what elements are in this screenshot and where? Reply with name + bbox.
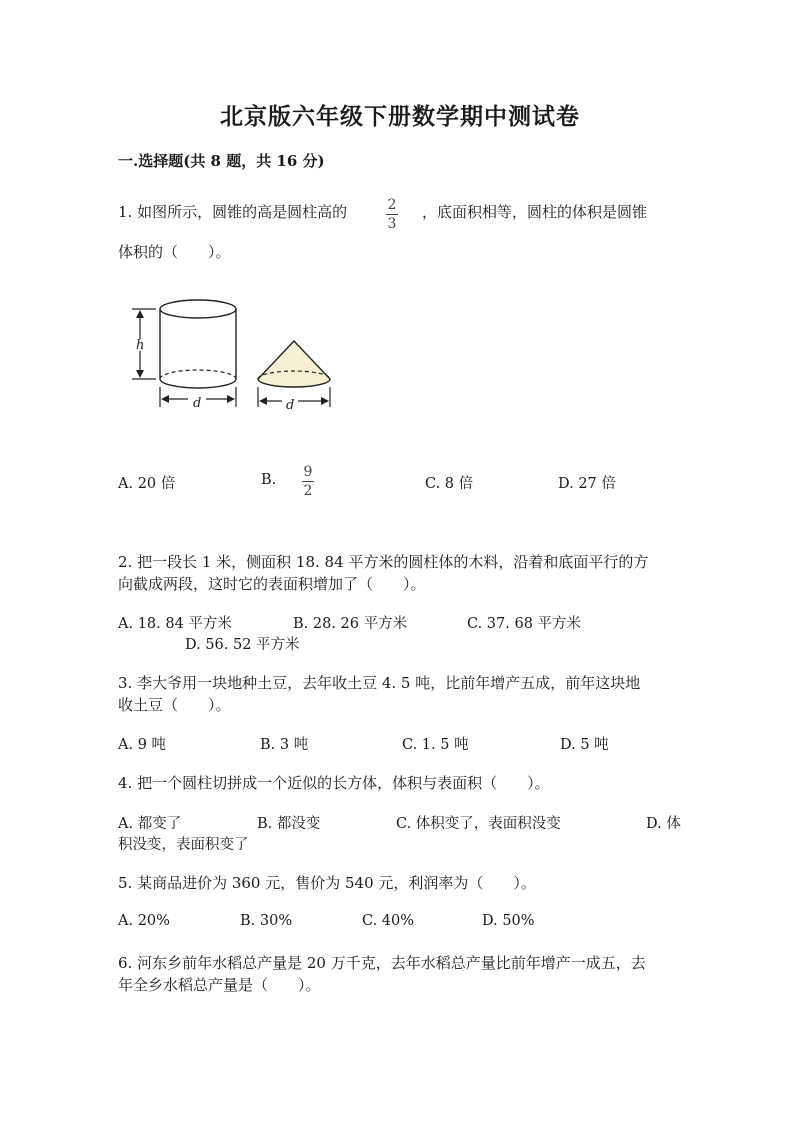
fraction-bar bbox=[386, 214, 398, 215]
option-d[interactable]: D. 体 bbox=[646, 816, 681, 832]
question-6-line1: 6. 河东乡前年水稻总产量是 20 万千克，去年水稻总产量比前年增产一成五，去 bbox=[118, 954, 646, 972]
option-d[interactable]: D. 27 倍 bbox=[558, 476, 616, 492]
option-b[interactable]: B. 都没变 bbox=[257, 816, 321, 832]
option-b[interactable]: B. 3 吨 bbox=[260, 737, 309, 753]
option-b[interactable]: B. 28. 26 平方米 bbox=[293, 616, 408, 632]
option-d[interactable]: D. 5 吨 bbox=[560, 737, 609, 753]
fraction-numerator: 2 bbox=[387, 197, 397, 213]
section-heading: 一.选择题(共 8 题，共 16 分) bbox=[118, 152, 325, 170]
option-c[interactable]: C. 40% bbox=[362, 913, 415, 929]
question-3-line1: 3. 李大爷用一块地种土豆，去年收土豆 4. 5 吨，比前年增产五成，前年这块地 bbox=[118, 674, 641, 692]
option-a[interactable]: A. 9 吨 bbox=[118, 737, 167, 753]
option-b[interactable]: B. 30% bbox=[240, 913, 293, 929]
option-a[interactable]: A. 18. 84 平方米 bbox=[118, 616, 232, 632]
option-a[interactable]: A. 20 倍 bbox=[118, 476, 176, 492]
option-c[interactable]: C. 1. 5 吨 bbox=[402, 737, 469, 753]
question-4-line1: 4. 把一个圆柱切拼成一个近似的长方体，体积与表面积（ ）。 bbox=[118, 774, 550, 792]
option-a[interactable]: A. 20% bbox=[118, 913, 170, 929]
page-title: 北京版六年级下册数学期中测试卷 bbox=[220, 103, 580, 130]
option-d[interactable]: D. 56. 52 平方米 bbox=[185, 637, 300, 653]
question-6-line2: 年全乡水稻总产量是（ ）。 bbox=[118, 976, 321, 994]
question-1-line2: 体积的（ ）。 bbox=[118, 243, 231, 261]
question-5-line1: 5. 某商品进价为 360 元，售价为 540 元，利润率为（ ）。 bbox=[118, 874, 536, 892]
fraction-denominator: 3 bbox=[387, 216, 397, 232]
cylinder-shape bbox=[160, 300, 236, 388]
option-b-fraction bbox=[302, 464, 314, 499]
question-1-fraction bbox=[386, 197, 398, 232]
question-3-line2: 收土豆（ ）。 bbox=[118, 696, 231, 714]
fraction-bar bbox=[302, 481, 314, 482]
option-c[interactable]: C. 37. 68 平方米 bbox=[467, 616, 582, 632]
cylinder-diameter-label: d bbox=[193, 396, 202, 411]
option-c[interactable]: C. 体积变了，表面积没变 bbox=[396, 816, 561, 832]
question-2-line1: 2. 把一段长 1 米，侧面积 18. 84 平方米的圆柱体的木料，沿着和底面平行的方 bbox=[118, 553, 649, 571]
cone-diameter-label: d bbox=[286, 398, 295, 413]
option-a[interactable]: A. 都变了 bbox=[118, 816, 182, 832]
question-1-line1-end: ，底面积相等，圆柱的体积是圆锥 bbox=[422, 203, 648, 221]
question-1-line1-start: 1. 如图所示，圆锥的高是圆柱高的 bbox=[118, 203, 348, 221]
fraction-numerator: 9 bbox=[303, 464, 313, 480]
question-2-line2: 向截成两段，这时它的表面积增加了（ ）。 bbox=[118, 575, 426, 593]
cylinder-cone-figure bbox=[122, 295, 342, 420]
option-c[interactable]: C. 8 倍 bbox=[425, 476, 474, 492]
option-b[interactable]: B. bbox=[261, 472, 277, 488]
height-label: h bbox=[136, 338, 145, 353]
option-d[interactable]: D. 50% bbox=[482, 913, 535, 929]
option-d-continued[interactable]: 积没变，表面积变了 bbox=[118, 837, 249, 853]
fraction-denominator: 2 bbox=[303, 483, 313, 499]
cone-shape bbox=[258, 341, 330, 387]
